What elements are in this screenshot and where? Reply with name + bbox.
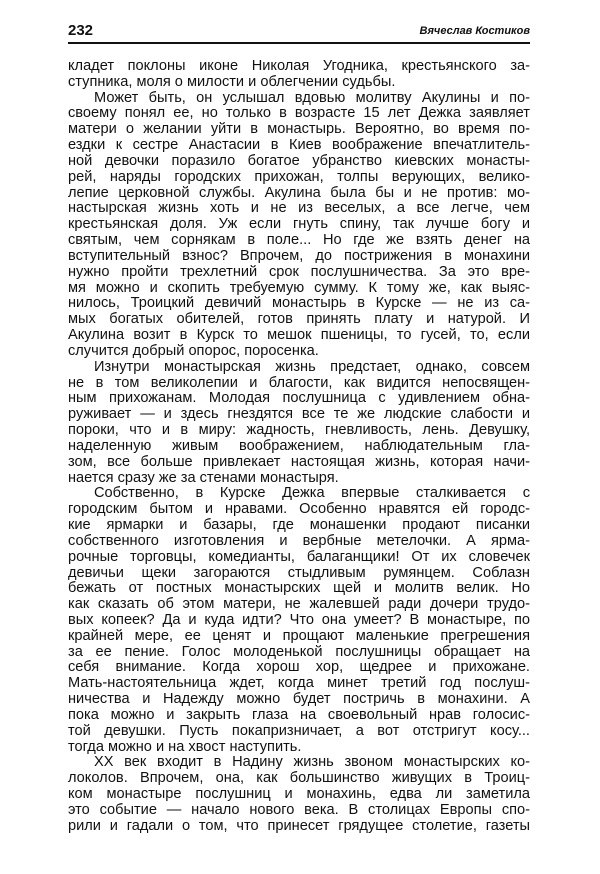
text-line: кие ярмарки и базары, где монашенки продают писанки xyxy=(68,517,530,534)
body-text xyxy=(68,59,530,835)
text-line: лепие церковной службы. Акулина была бы и не против: мо- xyxy=(68,184,530,201)
text-line: рили и гадали о том, что принесет грядущее столетие, газеты xyxy=(68,817,530,834)
text-line: мых богатых обителей, готов принять плату и натурой. И xyxy=(68,311,530,328)
text-line: XX век входит в Надину жизнь звоном монастырских ко- xyxy=(94,754,530,771)
text-line: Акулина возит в Курск то мешок пшеницы, то гусей, то, если xyxy=(68,327,530,344)
text-line: нается сразу же за стенами монастыря. xyxy=(68,469,339,486)
text-line: не в том великолепии и благости, как видится непосвящен- xyxy=(68,374,530,391)
text-line: локолов. Впрочем, она, как большинство живущих в Троиц- xyxy=(68,770,530,787)
text-line: зом, все больше привлекает настоящая жизнь, которая начи- xyxy=(68,453,530,470)
text-line: крестьянская доля. Уж если гнуть спину, так лучше богу и xyxy=(68,216,530,233)
text-line: ным прихожанам. Молодая послушница с удивлением обна- xyxy=(68,390,530,407)
text-line: наделенную живым воображением, наблюдательным гла- xyxy=(68,437,530,454)
text-line: крайней мере, ее ценят и прощают маленькие прегрешения xyxy=(68,627,530,644)
page-number: 232 xyxy=(68,22,94,39)
text-line: пороки, что и в миру: жадность, гневливость, лень. Девушку, xyxy=(68,422,530,439)
text-line: собственного изготовления и вербные метелочки. А ярма- xyxy=(68,532,530,549)
text-line: руживает — и здесь гнездятся все те же людские слабости и xyxy=(68,406,530,423)
text-line: девичьи щеки загораются стыдливым румянцем. Соблазн xyxy=(68,564,530,581)
running-header-author: Вячеслав Костиков xyxy=(419,25,530,37)
text-line: своему понял ее, но только в возрасте 15 лет Дежка заявляет xyxy=(68,105,530,122)
text-line: ничества и Надежду можно будет постричь в монахини. А xyxy=(68,691,530,708)
text-line: нилось, Троицкий девичий монастырь в Курске — не из са- xyxy=(68,295,530,312)
text-line: рочные торговцы, комедианты, балаганщики! От их словечек xyxy=(68,548,530,565)
text-line: ступника, моля о милости и облегчении судьбы. xyxy=(68,73,396,90)
text-line: кладет поклоны иконе Николая Угодника, крестьянского за- xyxy=(68,58,530,74)
text-line: рей, наряды городских прихожан, толпы верующих, велико- xyxy=(68,168,530,185)
running-header xyxy=(68,22,530,44)
text-line: настырская жизнь хоть и не из веселых, а все легче, чем xyxy=(68,200,530,217)
text-line: случится добрый опорос, поросенка. xyxy=(68,342,319,359)
text-line: как сказать об этом матери, не жалевшей ради дочери трудо- xyxy=(68,596,530,613)
text-line: той девушки. Пусть покапризничает, а вот отстригут косу... xyxy=(68,722,530,739)
text-line: нужно пройти трехлетний срок послушничества. За это вре- xyxy=(68,263,530,280)
text-line: вступительный взнос? Впрочем, до пострижения в монахини xyxy=(68,247,530,264)
text-line: мя можно и скопить требуемую сумму. К тому же, как выяс- xyxy=(68,279,530,296)
text-line: пока можно и закрыть глаза на своевольный нрав голосис- xyxy=(68,706,530,723)
text-line: себя внимание. Когда хорош хор, щедрее и прихожане. xyxy=(68,659,530,676)
text-line: святым, чем сорнякам в поле... Но где же взять денег на xyxy=(68,232,530,249)
text-line: Изнутри монастырская жизнь предстает, однако, совсем xyxy=(94,358,530,375)
text-line: Собственно, в Курске Дежка впервые сталкивается с xyxy=(94,485,530,502)
text-line: за ее пение. Голос молоденькой послушницы обращает на xyxy=(68,643,530,660)
text-line: Может быть, он услышал вдовью молитву Акулины и по- xyxy=(94,89,530,106)
text-line: это событие — начало нового века. В столицах Европы спо- xyxy=(68,801,530,818)
text-line: бежать от постных монастырских щей и молитв велик. Но xyxy=(68,580,530,597)
text-line: вых копеек? Да и куда идти? Что она умеет? В монастыре, по xyxy=(68,611,530,628)
text-line: Мать-настоятельница ждет, когда минет третий год послуш- xyxy=(68,675,530,692)
text-line: ездки к сестре Анастасии в Киев воображение впечатлитель- xyxy=(68,137,530,154)
text-line: матери о желании уйти в монастырь. Вероятно, во время по- xyxy=(68,121,530,138)
text-line: ной девочки поразило богатое убранство киевских монасты- xyxy=(68,152,530,169)
text-line: городским бытом и нравами. Особенно нравятся ей городс- xyxy=(68,501,530,518)
text-line: ком монастыре послушниц и монахинь, едва ли заметила xyxy=(68,786,530,803)
text-line: тогда можно и на хвост наступить. xyxy=(68,738,302,755)
